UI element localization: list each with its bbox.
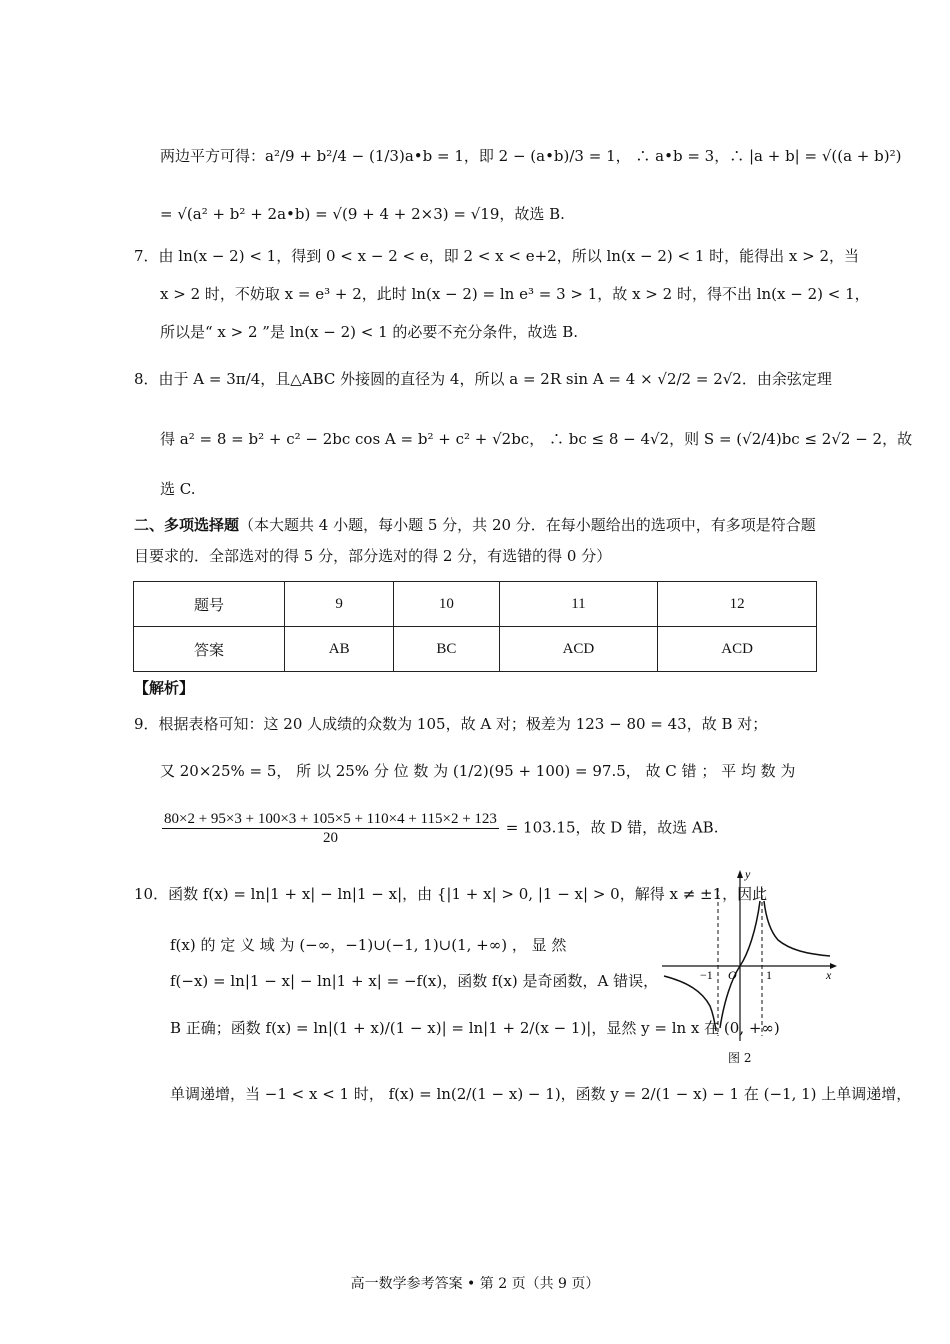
function-graph-figure (662, 866, 840, 1076)
section-2-heading: 二、多项选择题 (134, 516, 240, 534)
text-line-15: B 正确；函数 f(x) = ln|(1 + x)/(1 − x)| = ln|1 + 2/(x − 1)|，显然 y = ln x 在 (0, +∞) (170, 1019, 780, 1037)
text-line-16: 单调递增，当 −1 < x < 1 时， f(x) = ln(2/(1 − x) − 1)，函数 y = 2/(1 − x) − 1 在 (−1, 1) 上单调递增， (170, 1085, 912, 1103)
right-branch-curve (764, 901, 830, 956)
table-cell: AB (285, 627, 394, 672)
text-line-3: 7．由 ln(x − 2) < 1，得到 0 < x − 2 < e，即 2 < x < e+2，所以 ln(x − 2) < 1 时，能得出 x > 2，当 (134, 247, 860, 265)
text-line-10: 又 20×25% = 5， 所 以 25% 分 位 数 为 (1/2)(95 + 100) = 97.5， 故 C 错 ； 平 均 数 为 (160, 762, 796, 780)
answer-table (133, 581, 817, 672)
table-cell: 12 (658, 582, 817, 627)
text-line-7: 得 a² = 8 = b² + c² − 2bc cos A = b² + c² + √2bc， ∴ bc ≤ 8 − 4√2，则 S = (√2/4)bc ≤ 2√2 − 2，故 (160, 430, 913, 448)
text-line-9: 9．根据表格可知：这 20 人成绩的众数为 105，故 A 对；极差为 123 − 80 = 43，故 B 对； (134, 715, 768, 733)
table-row (134, 627, 817, 672)
one-label: 1 (766, 968, 772, 982)
text-line-12: 10．函数 f(x) = ln|1 + x| − ln|1 − x|，由 {|1 + x| > 0, |1 − x| > 0，解得 x ≠ ±1，因此 (134, 885, 768, 903)
text-line-6: 8．由于 A = 3π/4，且△ABC 外接圆的直径为 4，所以 a = 2R sin A = 4 × √2/2 = 2√2．由余弦定理 (134, 370, 832, 388)
table-cell: 11 (499, 582, 658, 627)
table-cell: 题号 (134, 582, 285, 627)
text-line-11 (160, 810, 950, 847)
origin-label: O (728, 968, 737, 982)
neg-one-label: −1 (700, 968, 713, 982)
analysis-heading: 【解析】 (134, 679, 195, 697)
table-cell: 答案 (134, 627, 285, 672)
section-2-title (134, 510, 824, 572)
text-line-2: = √(a² + b² + 2a•b) = √(9 + 4 + 2×3) = √19，故选 B. (160, 205, 565, 223)
mean-denominator: 20 (322, 830, 338, 846)
text-line-8: 选 C. (160, 480, 196, 498)
mean-fraction (162, 810, 499, 847)
section-2-description: （本大题共 4 小题，每小题 5 分，共 20 分．在每小题给出的选项中，有多项是符合题目要求的．全部选对的得 5 分，部分选对的得 2 分，有选错的得 0 分） (134, 516, 816, 565)
text-line-13: f(x) 的 定 义 域 为 (−∞，−1)∪(−1, 1)∪(1, +∞) ， 显 然 (170, 936, 567, 954)
left-branch-curve (664, 976, 716, 1031)
y-label: y (745, 867, 751, 881)
text-line-14: f(−x) = ln|1 − x| − ln|1 + x| = −f(x)，函数 f(x) 是奇函数，A 错误， (170, 972, 659, 990)
table-row (134, 582, 817, 627)
page-footer: 高一数学参考答案 • 第 2 页（共 9 页） (350, 1276, 600, 1292)
table-cell: BC (394, 627, 499, 672)
figure-caption: 图 2 (728, 1051, 752, 1065)
text-line-5: 所以是“ x > 2 ”是 ln(x − 2) < 1 的必要不充分条件，故选 B. (160, 323, 578, 341)
table-cell: ACD (499, 627, 658, 672)
table-cell: 9 (285, 582, 394, 627)
text-line-4: x > 2 时，不妨取 x = e³ + 2，此时 ln(x − 2) = ln e³ = 3 > 1，故 x > 2 时，得不出 ln(x − 2) < 1， (160, 285, 870, 303)
text-line-1: 两边平方可得：a²/9 + b²/4 − (1/3)a•b = 1，即 2 − (a•b)/3 = 1， ∴ a•b = 3，∴ |a + b| = √((a + b)²) (160, 147, 902, 165)
table-cell: ACD (658, 627, 817, 672)
x-label: x (826, 968, 832, 982)
mean-result: = 103.15，故 D 错，故选 AB. (505, 818, 719, 837)
y-axis-arrow-icon (737, 870, 743, 878)
mean-numerator: 80×2 + 95×3 + 100×3 + 105×5 + 110×4 + 115×2 + 123 (164, 811, 497, 827)
table-cell: 10 (394, 582, 499, 627)
